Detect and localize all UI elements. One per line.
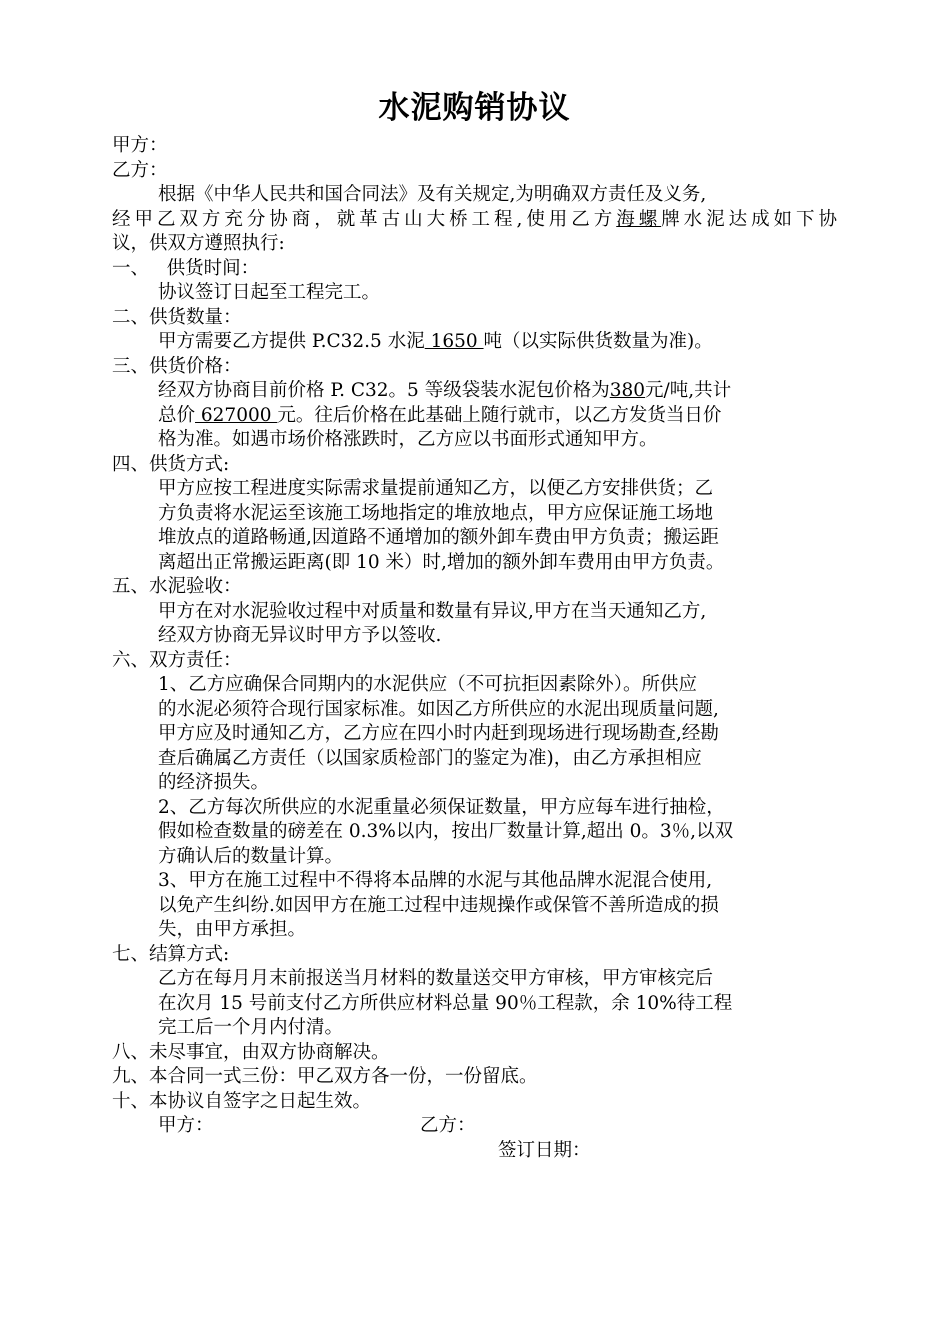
signature-party-a: 甲方： [158, 1115, 214, 1136]
section-1: 一、 供货时间： 协议签订日起至工程完工。 [112, 257, 837, 306]
signature-row [112, 1114, 837, 1139]
section-8: 八、未尽事宜，由双方协商解决。 [112, 1041, 390, 1063]
unit-price-value: 380 [609, 380, 646, 401]
signing-date-row [112, 1139, 837, 1164]
section-heading: 七、结算方式: [112, 943, 230, 965]
section-5: 五、水泥验收： 甲方在对水泥验收过程中对质量和数量有异议,甲方在当天通知乙方, 经双方协商无异议时甲方予以签收. [112, 575, 837, 649]
total-price-value: 627000 [195, 404, 278, 426]
section-3: 三、供货价格： 经双方协商目前价格 P. C32。5 等级袋装水泥包价格为380元/吨,共计 总价 627000 元。往后价格在此基础上随行就市，以乙方发货当日价 格为准。如遇市场价格涨跌时，乙方应以书面形式通知甲方。 [112, 355, 837, 453]
section-2: 二、供货数量： 甲方需要乙方提供 P.C32.5 水泥 1650 吨（以实际供货数量为准)。 [112, 306, 837, 355]
section-9: 九、本合同一式三份：甲乙双方各一份，一份留底。 [112, 1066, 538, 1087]
section-10: 十、本协议自签字之日起生效。 [112, 1090, 372, 1112]
signing-date-label: 签订日期： [498, 1139, 591, 1161]
quantity-value: 1650 [424, 331, 484, 352]
section-7: 七、结算方式: 乙方在每月月末前报送当月材料的数量送交甲方审核，甲方审核完后 在次月 15 号前支付乙方所供应材料总量 90％工程款，余 10%待工程 完工后一个月内付清。 [112, 943, 837, 1041]
section-heading: 三、供货价格： [112, 355, 242, 377]
document-title: 水泥购销协议 [378, 90, 571, 126]
party-b-label: 乙方： [112, 159, 168, 181]
section-4: 四、供货方式: 甲方应按工程进度实际需求量提前通知乙方，以便乙方安排供货；乙 方负责将水泥运至该施工场地指定的堆放地点，甲方应保证施工场地 堆放点的道路畅通,因道路不通增加的额外卸车费由甲方负责；搬运距 离超出正常搬运距离(即 10 米）时,增加的额外卸车费用由甲方负责。 [112, 453, 837, 576]
intro-paragraph: 根据《中华人民共和国合同法》及有关规定,为明确双方责任及义务, 经甲乙双方充分协商，就革古山大桥工程,使用乙方海螺牌水泥达成如下协 议，供双方遵照执行: [112, 184, 837, 254]
section-heading: 五、水泥验收： [112, 576, 242, 597]
party-a-label: 甲方： [112, 135, 168, 156]
signature-party-b: 乙方： [420, 1115, 476, 1136]
brand-name: 海螺 [616, 208, 662, 230]
section-heading: 二、供货数量： [112, 306, 242, 328]
section-heading: 六、双方责任： [112, 649, 242, 671]
contract-page [112, 88, 837, 1163]
section-heading: 四、供货方式: [112, 453, 230, 475]
section-6: 六、双方责任： 1、乙方应确保合同期内的水泥供应（不可抗拒因素除外）。所供应 的水泥必须符合现行国家标准。如因乙方所供应的水泥出现质量问题, 甲方应及时通知乙方，乙方应在四小时内赶到现场进行现场勘查,经勘 查后确属乙方责任（以国家质检部门的鉴定为准)，由乙方承担相应 的经济损失。 2、乙方每次所供应的水泥重量必须保证数量，甲方应每车进行抽检， 假如检查数量的磅差在 0.3%以内，按出厂数量计算,超出 0。3％,以双 方确认后的数量计算。 3、甲方在施工过程中不得将本品牌的水泥与其他品牌水泥混合使用, 以免产生纠纷.如因甲方在施工过程中违规操作或保管不善所造成的损 失，由甲方承担。 [112, 649, 837, 943]
section-heading: 一、 供货时间： [112, 257, 260, 279]
